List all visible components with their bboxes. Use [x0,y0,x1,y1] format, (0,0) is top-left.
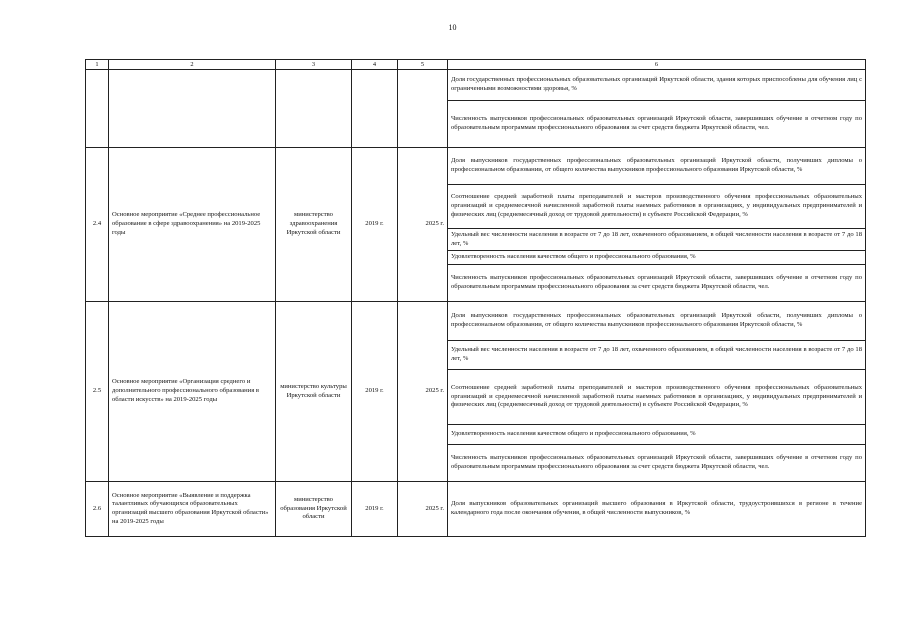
indicator-cell: Доля выпускников государственных профессиональных образовательных организаций Иркутской области, получивших дипломы о профессиональном образовании, от общего количества выпускников профессионального образования Иркутской области, % [448,148,866,185]
header-cell: 5 [398,60,448,70]
activity-name: Основное мероприятие «Выявление и поддержка талантливых обучающихся образовательных организаций высшего образования Иркутской области» на 2019-2025 годы [109,482,276,537]
header-cell: 4 [352,60,398,70]
row-number: 2.4 [86,148,109,302]
empty-cell [109,70,276,148]
indicator-cell: Доля государственных профессиональных образовательных организаций Иркутской области, здания которых приспособлены для обучения лиц с ограниченными возможностями здоровья, % [448,70,866,101]
table-row [86,302,866,341]
indicator-cell: Соотношение средней заработной платы преподавателей и мастеров производственного обучения профессиональных образовательных организаций и среднемесячной начисленной заработной платы наемных работников в организациях, у индивидуальных предпринимателей и физических лиц (среднемесячный доход от трудовой деятельности) в субъекте Российской Федерации, % [448,185,866,229]
program-table [85,59,866,537]
empty-cell [398,70,448,148]
indicator-cell: Удельный вес численности населения в возрасте от 7 до 18 лет, охваченного образованием, в общей численности населения в возрасте от 7 до 18 лет, % [448,229,866,251]
start-year: 2019 г. [352,482,398,537]
empty-cell [276,70,352,148]
header-cell: 6 [448,60,866,70]
activity-name: Основное мероприятие «Организация среднего и дополнительного профессионального образования в области искусств» на 2019-2025 годы [109,302,276,482]
indicator-cell: Удовлетворенность населения качеством общего и профессионального образования, % [448,251,866,265]
header-cell: 2 [109,60,276,70]
end-year: 2025 г. [398,482,448,537]
executor-name: министерство здравоохранения Иркутской области [276,148,352,302]
activity-name: Основное мероприятие «Среднее профессиональное образование в сфере здравоохранения» на 2019-2025 годы [109,148,276,302]
table-row [86,148,866,185]
indicator-cell: Численность выпускников профессиональных образовательных организаций Иркутской области, завершивших обучение в отчетном году по образовательным программам профессионального образования за счет средств бюджета Иркутской области, чел. [448,445,866,482]
page-number: 10 [448,23,457,32]
header-row [86,60,866,70]
indicator-cell: Численность выпускников профессиональных образовательных организаций Иркутской области, завершивших обучение в отчетном году по образовательным программам профессионального образования за счет средств бюджета Иркутской области, чел. [448,265,866,302]
end-year: 2025 г. [398,148,448,302]
start-year: 2019 г. [352,148,398,302]
header-cell: 1 [86,60,109,70]
indicator-cell: Удельный вес численности населения в возрасте от 7 до 18 лет, охваченного образованием, в общей численности населения в возрасте от 7 до 18 лет, % [448,341,866,370]
header-cell: 3 [276,60,352,70]
indicator-cell: Соотношение средней заработной платы преподавателей и мастеров производственного обучения профессиональных образовательных организаций и среднемесячной начисленной заработной платы наемных работников в организациях, у индивидуальных предпринимателей и физических лиц (среднемесячный доход от трудовой деятельности) в субъекте Российской Федерации, % [448,370,866,425]
indicator-cell: Удовлетворенность населения качеством общего и профессионального образования, % [448,425,866,445]
empty-cell [86,70,109,148]
indicator-cell: Доля выпускников государственных профессиональных образовательных организаций Иркутской области, получивших дипломы о профессиональном образовании, от общего количества выпускников профессионального образования Иркутской области, % [448,302,866,341]
executor-name: министерство образования Иркутской области [276,482,352,537]
indicator-cell: Доля выпускников образовательных организаций высшего образования в Иркутской области, трудоустроившихся в регионе в течение календарного года после окончания обучения, в общей численности выпускников, % [448,482,866,537]
table-row [86,482,866,537]
end-year: 2025 г. [398,302,448,482]
empty-cell [352,70,398,148]
indicator-cell: Численность выпускников профессиональных образовательных организаций Иркутской области, завершивших обучение в отчетном году по образовательным программам профессионального образования за счет средств бюджета Иркутской области, чел. [448,101,866,148]
table-row [86,70,866,101]
executor-name: министерство культуры Иркутской области [276,302,352,482]
row-number: 2.6 [86,482,109,537]
row-number: 2.5 [86,302,109,482]
start-year: 2019 г. [352,302,398,482]
